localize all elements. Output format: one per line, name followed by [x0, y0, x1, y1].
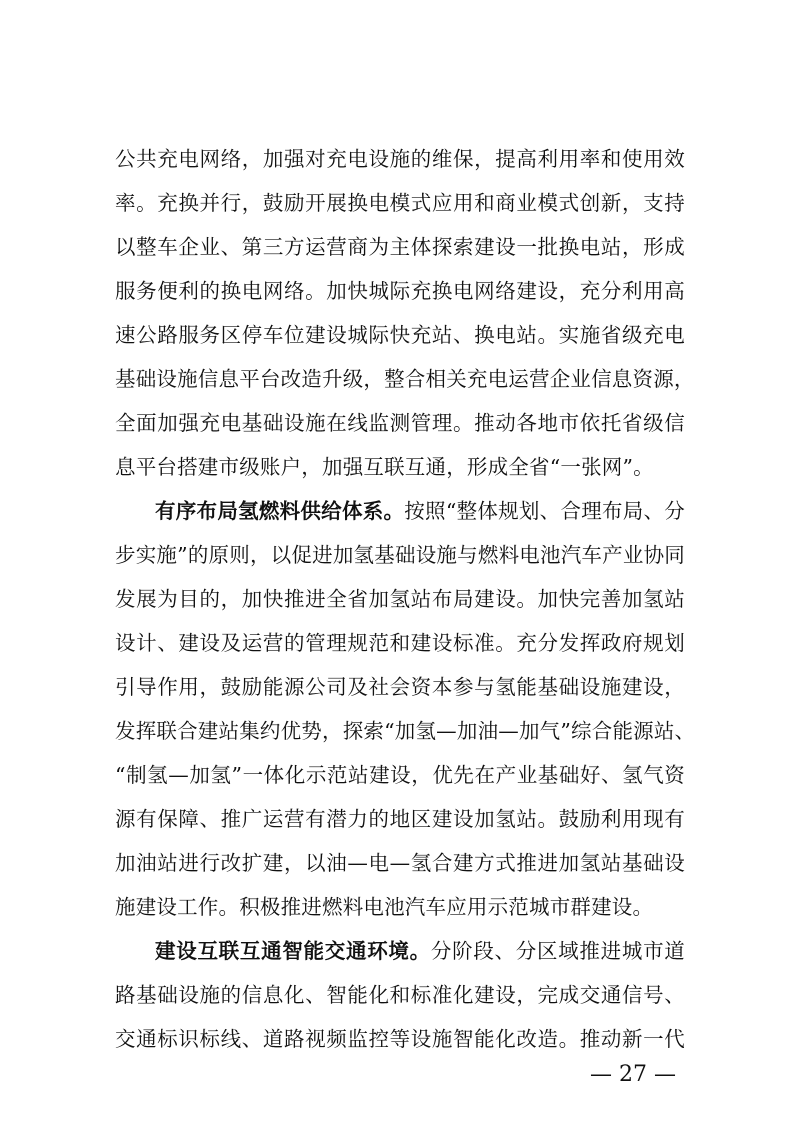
paragraph3-line-1 — [155, 931, 685, 971]
paragraph1-line-4: 服务便利的换电网络。加快城际充换电网络建设，充分利用高 — [115, 279, 685, 303]
paragraph2-line-1 — [155, 491, 685, 531]
paragraph1-line-8: 息平台搭建市级账户，加强互联互通，形成全省“一张网”。 — [115, 455, 654, 479]
paragraph3-line-2: 路基础设施的信息化、智能化和标准化建设，完成交通信号、 — [115, 983, 685, 1007]
paragraph2-line-9: 加油站进行改扩建，以油—电—氢合建方式推进加氢站基础设 — [115, 851, 685, 875]
paragraph2-line-8: 源有保障、推广运营有潜力的地区建设加氢站。鼓励利用现有 — [115, 807, 685, 831]
paragraph1-line-6: 基础设施信息平台改造升级，整合相关充电运营企业信息资源， — [115, 367, 695, 391]
paragraph1-line-5: 速公路服务区停车位建设城际快充站、换电站。实施省级充电 — [115, 323, 685, 347]
paragraph2-line-7: “制氢—加氢”一体化示范站建设，优先在产业基础好、氢气资 — [115, 763, 685, 787]
paragraph2-line-2: 步实施”的原则，以促进加氢基础设施与燃料电池汽车产业协同 — [115, 543, 685, 567]
paragraph2-line-3: 发展为目的，加快推进全省加氢站布局建设。加快完善加氢站 — [115, 587, 685, 611]
paragraph1-line-1: 公共充电网络，加强对充电设施的维保，提高利用率和使用效 — [115, 147, 685, 171]
paragraph2-line-6: 发挥联合建站集约优势，探索“加氢—加油—加气”综合能源站、 — [115, 719, 696, 743]
paragraph1-line-2: 率。充换并行，鼓励开展换电模式应用和商业模式创新，支持 — [115, 191, 685, 215]
paragraph2-heading: 有序布局氢燃料供给体系。 — [155, 499, 405, 523]
page-number: — 27 — — [590, 1062, 676, 1087]
paragraph3-first-line-text: 分阶段、分区域推进城市道 — [430, 939, 685, 963]
paragraph1-line-3: 以整车企业、第三方运营商为主体探索建设一批换电站，形成 — [115, 235, 685, 259]
paragraph2-line-5: 引导作用，鼓励能源公司及社会资本参与氢能基础设施建设， — [115, 675, 685, 699]
paragraph1-line-7: 全面加强充电基础设施在线监测管理。推动各地市依托省级信 — [115, 411, 685, 435]
paragraph2-line-4: 设计、建设及运营的管理规范和建设标准。充分发挥政府规划 — [115, 631, 685, 655]
paragraph2-line-10: 施建设工作。积极推进燃料电池汽车应用示范城市群建设。 — [115, 895, 654, 919]
paragraph2-first-line-text: 按照“整体规划、合理布局、分 — [404, 499, 686, 523]
paragraph3-heading: 建设互联互通智能交通环境。 — [155, 939, 431, 963]
paragraph3-line-3: 交通标识标线、道路视频监控等设施智能化改造。推动新一代 — [115, 1027, 685, 1051]
